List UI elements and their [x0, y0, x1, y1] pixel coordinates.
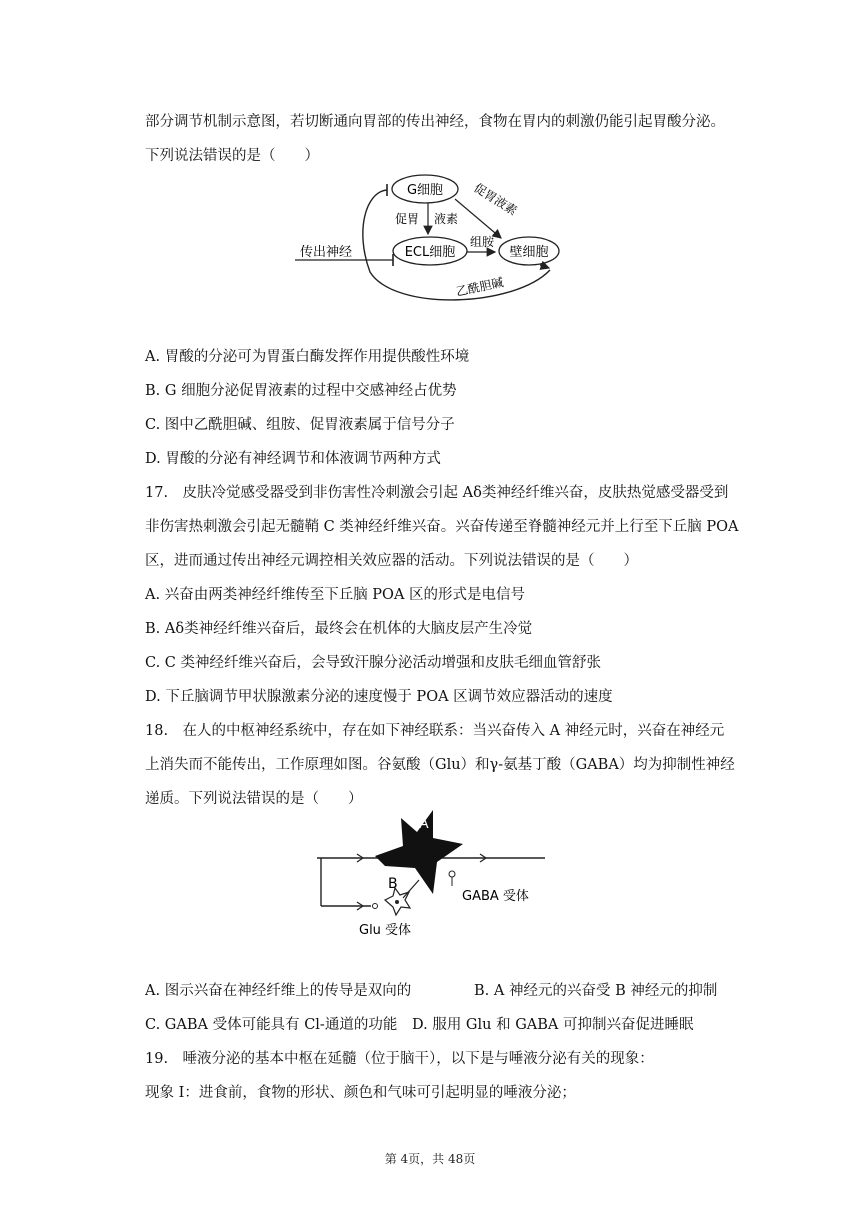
q17-stem-line-2: 非伤害热刺激会引起无髓鞘 C 类神经纤维兴奋。兴奋传递至脊髓神经元并上行至下丘脑 POA	[145, 519, 739, 535]
q16-option-c: C. 图中乙酰胆碱、组胺、促胃液素属于信号分子	[145, 417, 455, 433]
neuron-a-label: A	[419, 816, 429, 832]
q19-stem-line-2: 现象 I：进食前，食物的形状、颜色和气味可引起明显的唾液分泌；	[145, 1085, 576, 1101]
g-cell-label: G细胞	[406, 183, 444, 198]
q18-option-c: C. GABA 受体可能具有 Cl-通道的功能	[145, 1017, 398, 1033]
parietal-cell-label: 壁细胞	[509, 245, 549, 260]
q16-option-b: B. G 细胞分泌促胃液素的过程中交感神经占优势	[145, 383, 457, 399]
q17-option-a: A. 兴奋由两类神经纤维传至下丘脑 POA 区的形式是电信号	[145, 587, 526, 603]
efferent-nerve-label: 传出神经	[300, 245, 353, 260]
gastrin-label: 促胃液素	[471, 180, 520, 218]
intro-line-1: 部分调节机制示意图，若切断通向胃部的传出神经，食物在胃内的刺激仍能引起胃酸分泌。	[145, 114, 725, 130]
q18-stem-line-1: 18. 在人的中枢神经系统中，存在如下神经联系：当兴奋传入 A 神经元时，兴奋在神经元	[145, 723, 725, 739]
q17-stem-line-3: 区，进而通过传出神经元调控相关效应器的活动。下列说法错误的是（ ）	[145, 553, 638, 569]
q17-option-b: B. Aδ类神经纤维兴奋后，最终会在机体的大脑皮层产生冷觉	[145, 621, 533, 637]
q18-option-b: B. A 神经元的兴奋受 B 神经元的抑制	[474, 983, 718, 999]
glu-receptor-label: Glu 受体	[359, 923, 412, 938]
ecl-cell-label: ECL细胞	[404, 245, 456, 260]
gastric-regulation-diagram	[295, 172, 565, 307]
gaba-receptor-label: GABA 受体	[462, 889, 529, 904]
promote-label: 促胃	[395, 212, 420, 226]
q18-stem-line-3: 递质。下列说法错误的是（ ）	[145, 791, 363, 807]
q19-stem-line-1: 19. 唾液分泌的基本中枢在延髓（位于脑干），以下是与唾液分泌有关的现象：	[145, 1051, 654, 1067]
hormone-label: 液素	[434, 212, 459, 226]
q17-option-d: D. 下丘脑调节甲状腺激素分泌的速度慢于 POA 区调节效应器活动的速度	[145, 689, 613, 705]
histamine-label: 组胺	[470, 235, 495, 249]
page-footer: 第 4页，共 48页	[384, 1152, 476, 1166]
q18-stem-line-2: 上消失而不能传出，工作原理如图。谷氨酸（Glu）和γ-氨基丁酸（GABA）均为抑制性神经	[145, 757, 735, 773]
q18-option-a: A. 图示兴奋在神经纤维上的传导是双向的	[145, 983, 412, 999]
q16-option-d: D. 胃酸的分泌有神经调节和体液调节两种方式	[145, 451, 441, 467]
q18-option-d: D. 服用 Glu 和 GABA 可抑制兴奋促进睡眠	[412, 1017, 694, 1033]
q17-option-c: C. C 类神经纤维兴奋后，会导致汗腺分泌活动增强和皮肤毛细血管舒张	[145, 655, 601, 671]
neuron-diagram	[315, 808, 550, 943]
neuron-b-label: B	[388, 876, 398, 892]
intro-line-2: 下列说法错误的是（ ）	[145, 148, 319, 164]
q17-stem-line-1: 17. 皮肤冷觉感受器受到非伤害性冷刺激会引起 Aδ类神经纤维兴奋，皮肤热觉感受器受到	[145, 485, 729, 501]
q16-option-a: A. 胃酸的分泌可为胃蛋白酶发挥作用提供酸性环境	[145, 349, 470, 365]
acetylcholine-label: 乙酰胆碱	[454, 275, 505, 299]
